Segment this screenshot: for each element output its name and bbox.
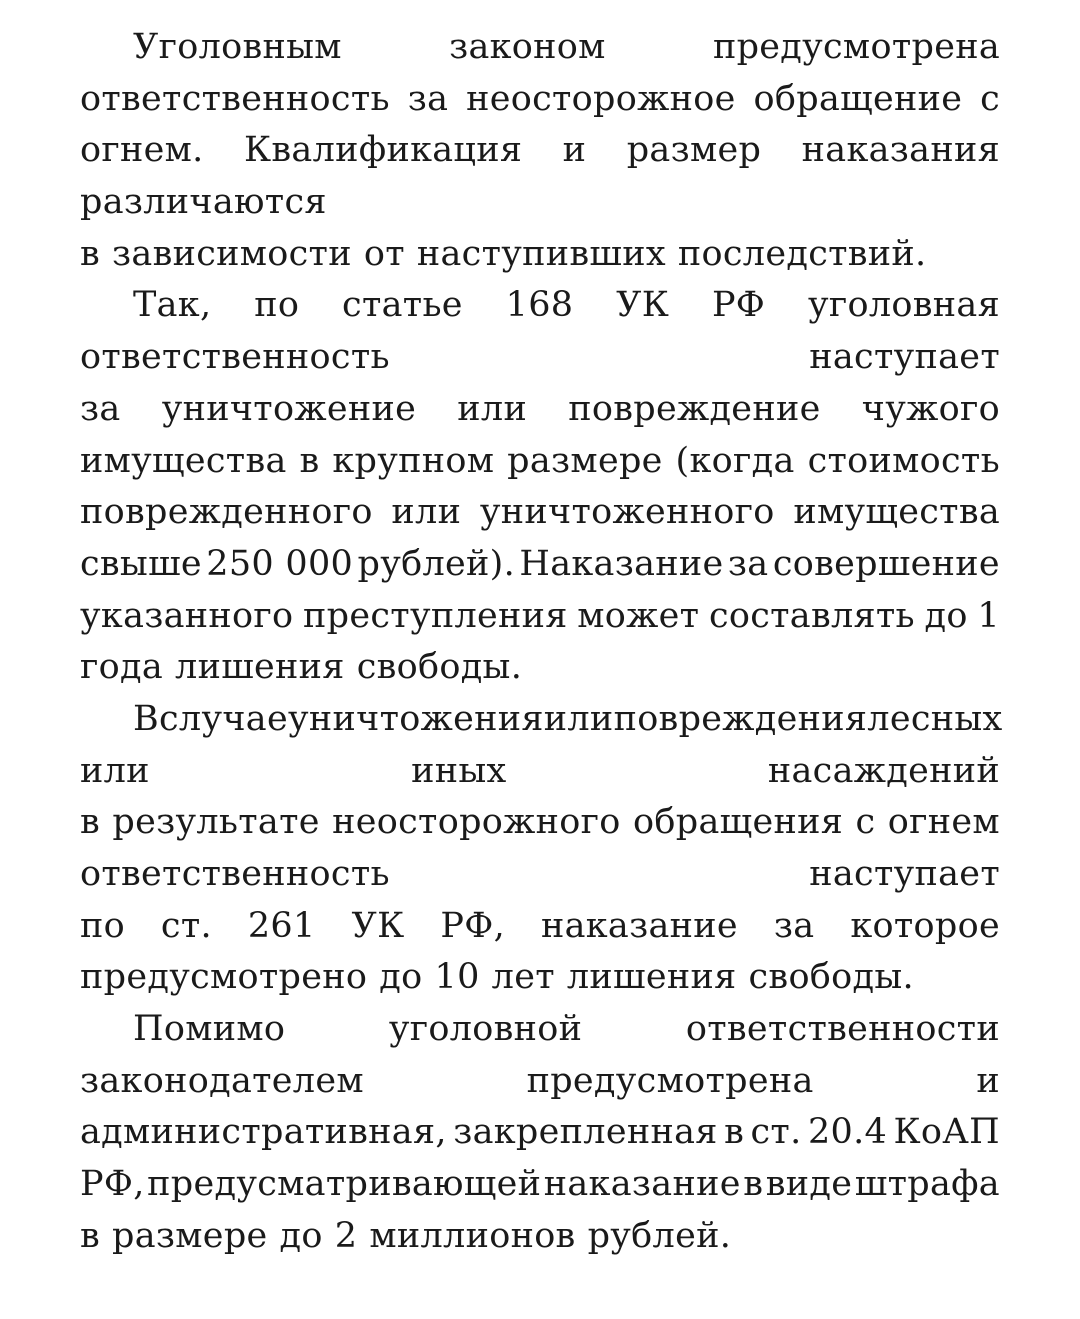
text-line: [80, 746, 1000, 798]
word: лесных: [867, 698, 1003, 739]
word: совершение: [772, 543, 1000, 584]
text-line: [80, 901, 1000, 953]
word: неосторожное: [466, 78, 736, 119]
word: предусмотрено: [80, 957, 368, 998]
word: с: [980, 78, 1000, 119]
paragraph: [80, 1004, 1000, 1262]
text-line: [80, 797, 1000, 849]
word: предусмотрена: [712, 27, 1000, 67]
word: различаются: [80, 182, 327, 223]
word: неосторожного: [332, 802, 621, 843]
word: наступает: [809, 854, 1000, 894]
word: 1: [977, 595, 1000, 636]
word: Наказание: [519, 543, 724, 584]
text-line: [80, 539, 1000, 591]
word: имущества: [793, 492, 1000, 533]
word: года: [80, 647, 164, 688]
word: уголовная: [807, 285, 1000, 326]
word: за: [80, 388, 121, 429]
word: рублей.: [587, 1215, 732, 1256]
word: имущества: [80, 440, 287, 481]
word: ответственность: [80, 854, 390, 894]
word: Так,: [133, 285, 212, 326]
word: в: [299, 440, 320, 481]
text-line: [80, 1211, 1000, 1263]
word: КоАП: [893, 1112, 1000, 1153]
word: миллионов: [369, 1215, 576, 1256]
word: РФ,: [80, 1164, 145, 1205]
word: уничтожение: [161, 388, 417, 429]
word: 20.4: [807, 1112, 888, 1153]
paragraph: [80, 694, 1003, 1004]
word: лишения: [566, 957, 737, 998]
word: может: [577, 595, 700, 636]
word: Уголовным: [133, 27, 342, 67]
word: уничтоженного: [479, 492, 775, 533]
text-line: [80, 177, 1000, 229]
word: виде: [765, 1164, 853, 1205]
word: предусматривающей: [147, 1164, 542, 1205]
word: за: [773, 905, 815, 946]
word: от: [363, 233, 405, 274]
text-line: [80, 125, 1000, 177]
word: (когда: [675, 440, 795, 481]
text-line: [80, 694, 1003, 746]
word: или: [80, 750, 150, 791]
word: 261: [247, 905, 316, 946]
word: крупном: [332, 440, 495, 481]
word: наступивших: [416, 233, 666, 274]
word: в: [724, 1112, 745, 1153]
word: в: [80, 233, 101, 274]
text-line: [80, 332, 1000, 384]
word: наступает: [809, 337, 1000, 378]
word: огнем.: [80, 130, 204, 171]
text-line: [80, 591, 1000, 643]
word: до: [279, 1215, 323, 1256]
word: ст.: [750, 1112, 802, 1153]
text-line: [80, 74, 1000, 126]
word: 10: [434, 957, 480, 998]
word: огнем: [887, 802, 1000, 843]
text-line: [80, 384, 1000, 436]
word: за: [407, 78, 449, 119]
word: случае: [159, 698, 288, 739]
word: в: [80, 1215, 101, 1256]
text-line: [80, 642, 1000, 694]
word: Помимо: [133, 1009, 286, 1050]
word: указанного: [80, 595, 294, 636]
text-line: [80, 1159, 1000, 1211]
word: размер: [626, 130, 762, 171]
word: обращения: [633, 802, 844, 843]
word: лет: [491, 957, 555, 998]
word: размере: [112, 1215, 268, 1256]
word: чужого: [861, 388, 1000, 429]
word: или: [543, 698, 614, 739]
word: административная,: [80, 1112, 447, 1153]
word: последствий.: [677, 233, 927, 274]
word: до: [379, 957, 423, 998]
text-line: [80, 229, 1000, 281]
text-line: [80, 436, 1000, 488]
word: повреждение: [568, 388, 821, 429]
word: РФ: [711, 285, 766, 326]
word: 168: [505, 285, 574, 326]
text-line: [80, 22, 1000, 74]
text-line: [80, 849, 1000, 901]
word: 2: [334, 1215, 358, 1256]
word: наказания: [801, 130, 1000, 171]
word: в: [80, 802, 101, 843]
word: ответственность: [80, 337, 390, 378]
word: ответственности: [685, 1009, 1000, 1050]
word: наказание: [543, 1164, 741, 1205]
word: УК: [616, 285, 670, 326]
word: зависимости: [112, 233, 352, 274]
word: законом: [449, 27, 606, 67]
word: ст.: [160, 905, 212, 946]
word: лишения: [175, 647, 345, 688]
text-line: [80, 280, 1000, 332]
word: насаждений: [767, 750, 1000, 791]
word: уничтожения: [287, 698, 544, 739]
word: Квалификация: [244, 130, 523, 171]
word: и: [562, 130, 587, 171]
word: или: [391, 492, 462, 533]
word: до: [924, 595, 968, 636]
word: за: [727, 543, 769, 584]
word: по: [80, 905, 125, 946]
word: по: [254, 285, 300, 326]
word: уголовной: [388, 1009, 583, 1050]
word: предусмотрена: [526, 1060, 814, 1101]
text-line: [80, 952, 1000, 1004]
word: и: [976, 1060, 1000, 1101]
text-line: [80, 1107, 1000, 1159]
word: составлять: [708, 595, 915, 636]
word: или: [457, 388, 528, 429]
paragraph: [80, 280, 1000, 694]
word: преступления: [303, 595, 568, 636]
word: штрафа: [854, 1164, 1000, 1205]
word: иных: [411, 750, 507, 791]
word: повреждения: [613, 698, 868, 739]
word: свободы.: [748, 957, 914, 998]
word: с: [855, 802, 876, 843]
text-line: [80, 1056, 1000, 1108]
word: В: [133, 698, 160, 739]
paragraph: [80, 22, 1000, 280]
word: свободы.: [356, 647, 523, 688]
word: результате: [112, 802, 320, 843]
word: закрепленная: [453, 1112, 718, 1153]
word: ответственность: [80, 78, 390, 119]
word: обращение: [753, 78, 963, 119]
word: УК: [351, 905, 405, 946]
word: свыше: [80, 543, 202, 584]
word: законодателем: [80, 1060, 364, 1101]
text-line: [80, 1004, 1000, 1056]
word: стоимость: [807, 440, 1000, 481]
word: наказание: [540, 905, 738, 946]
document-body: [80, 22, 1003, 1263]
text-line: [80, 487, 1000, 539]
word: РФ,: [440, 905, 506, 946]
word: статье: [342, 285, 463, 326]
word: в: [743, 1164, 764, 1205]
word: которое: [850, 905, 1000, 946]
word: 250 000: [206, 543, 354, 584]
word: рублей).: [357, 543, 516, 584]
word: размере: [507, 440, 663, 481]
word: поврежденного: [80, 492, 373, 533]
